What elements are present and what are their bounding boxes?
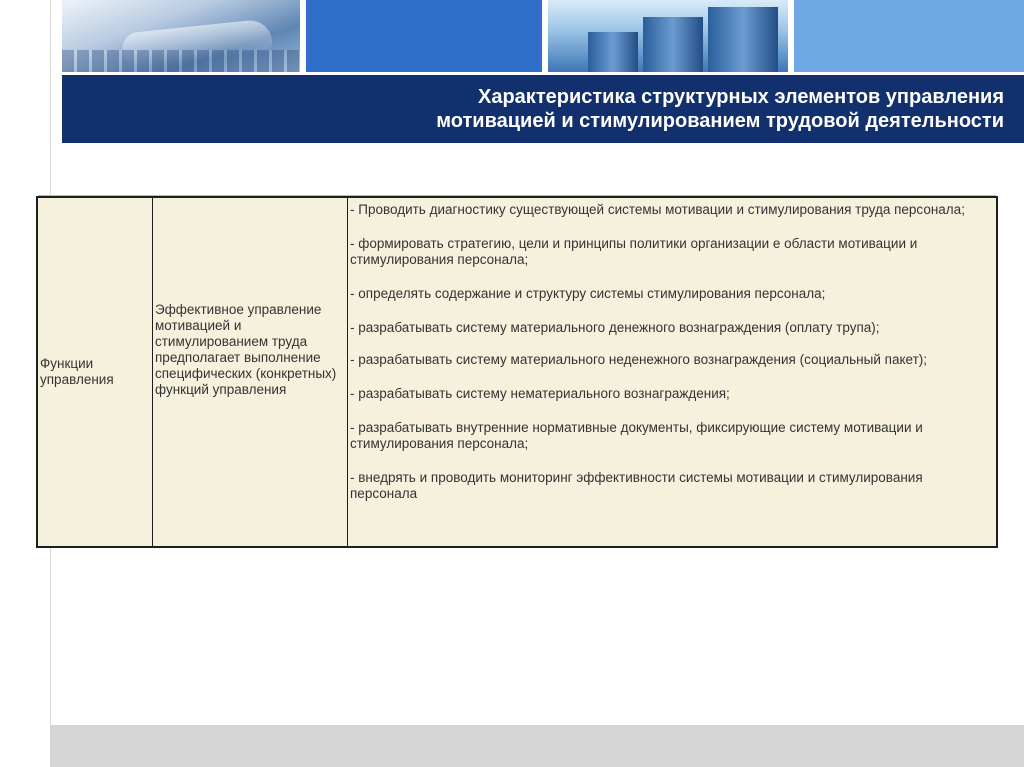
- table-top-rule: [38, 195, 996, 196]
- row-description: Эффективное управление мотивацией и стимулированием труда предполагает выполнение специфических (конкретных) функций управления: [155, 302, 337, 397]
- slide-title-line2: мотивацией и стимулированием трудовой деятельности: [436, 110, 1004, 132]
- list-item: - разрабатывать систему материального денежного вознаграждения (оплату трупа);: [350, 320, 880, 335]
- list-item: - формировать стратегию, цели и принципы политики организации е области мотивации и стимулирования персонала;: [350, 236, 918, 267]
- table-column-functions: [348, 198, 996, 546]
- header-lightblue-panel: [794, 0, 1024, 72]
- functions-table: [36, 196, 998, 548]
- footer-bar: [50, 725, 1024, 767]
- list-item: - Проводить диагностику существующей системы мотивации и стимулирования труда персонала;: [350, 202, 965, 217]
- slide-title-line1: Характеристика структурных элементов управления: [478, 86, 1004, 108]
- list-item: - внедрять и проводить мониторинг эффективности системы мотивации и стимулирования персонала: [350, 470, 923, 501]
- table-column-description: [153, 198, 348, 546]
- row-label: Функции управления: [40, 356, 114, 387]
- list-item: - разрабатывать систему материального неденежного вознаграждения (социальный пакет);: [350, 352, 927, 367]
- list-item: - разрабатывать систему нематериального вознаграждения;: [350, 386, 730, 401]
- slide-title: [104, 85, 1004, 133]
- list-item: - разрабатывать внутренние нормативные документы, фиксирующие систему мотивации и стимулирования персонала;: [350, 420, 923, 451]
- list-item: - определять содержание и структуру системы стимулирования персонала;: [350, 286, 826, 301]
- title-bar: [62, 75, 1024, 143]
- skyscraper-photo: [548, 0, 788, 72]
- tower-shape: [708, 7, 778, 72]
- keyboard-keys: [62, 50, 300, 72]
- tower-shape: [588, 32, 638, 72]
- header-blue-panel: [306, 0, 542, 72]
- table-column-label: [38, 198, 153, 546]
- keyboard-photo: [62, 0, 300, 72]
- tower-shape: [643, 17, 703, 72]
- functions-list: [350, 202, 988, 520]
